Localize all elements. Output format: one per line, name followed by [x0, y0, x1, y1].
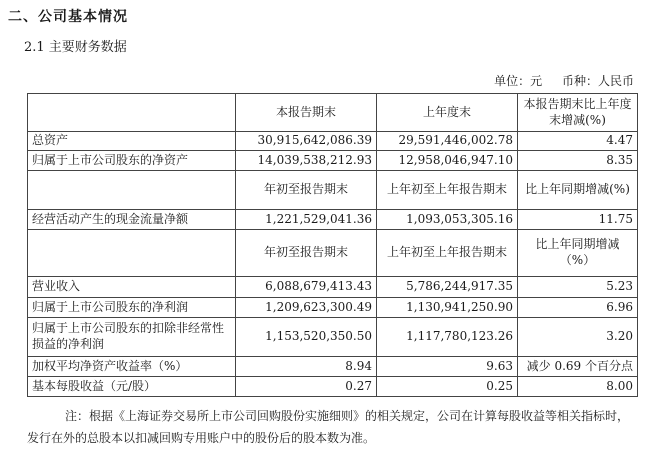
table-cell: 0.25	[377, 377, 518, 397]
table-cell: 1,209,623,300.49	[236, 298, 377, 318]
financial-data-table	[27, 93, 638, 397]
row-label: 归属于上市公司股东的净利润	[28, 298, 236, 318]
row-label: 归属于上市公司股东的净资产	[28, 151, 236, 171]
table-header-cell: 上年初至上年报告期末	[377, 171, 518, 210]
row-label: 基本每股收益（元/股）	[28, 377, 236, 397]
table-cell: 8.00	[518, 377, 638, 397]
table-cell: 1,221,529,041.36	[236, 210, 377, 230]
table-header-row	[28, 94, 638, 132]
table-row	[28, 357, 638, 377]
table-cell: 8.35	[518, 151, 638, 171]
table-row	[28, 277, 638, 298]
table-row	[28, 377, 638, 397]
table-row	[28, 298, 638, 318]
table-row	[28, 151, 638, 171]
table-header-cell: 比上年同期增减(%)	[518, 171, 638, 210]
table-cell: 1,093,053,305.16	[377, 210, 518, 230]
table-header-row	[28, 171, 638, 210]
row-label: 经营活动产生的现金流量净额	[28, 210, 236, 230]
section-title: 二、公司基本情况	[8, 9, 128, 25]
table-cell: 1,130,941,250.90	[377, 298, 518, 318]
table-cell: 8.94	[236, 357, 377, 377]
table-header-row	[28, 230, 638, 277]
row-label: 归属于上市公司股东的扣除非经常性损益的净利润	[28, 318, 236, 357]
table-cell: 30,915,642,086.39	[236, 132, 377, 151]
currency-label: 币种：人民币	[561, 74, 634, 88]
table-row	[28, 318, 638, 357]
table-cell: 6.96	[518, 298, 638, 318]
table-row	[28, 132, 638, 151]
table-cell: 1,117,780,123.26	[377, 318, 518, 357]
row-label: 总资产	[28, 132, 236, 151]
table-header-cell	[28, 230, 236, 277]
table-cell: 29,591,446,002.78	[377, 132, 518, 151]
table-cell: 9.63	[377, 357, 518, 377]
table-header-cell: 上年初至上年报告期末	[377, 230, 518, 277]
table-header-cell: 本报告期末	[236, 94, 377, 132]
table-cell: 11.75	[518, 210, 638, 230]
table-cell: 1,153,520,350.50	[236, 318, 377, 357]
table-cell: 0.27	[236, 377, 377, 397]
footnote: 注：根据《上海证券交易所上市公司回购股份实施细则》的相关规定，公司在计算每股收益等相关指标时，发行在外的总股本以扣减回购专用账户中的股份后的股本数为准。	[27, 409, 630, 445]
unit-label: 单位：元	[494, 74, 543, 88]
row-label: 营业收入	[28, 277, 236, 298]
table-row	[28, 210, 638, 230]
table-cell: 5.23	[518, 277, 638, 298]
table-cell: 减少 0.69 个百分点	[518, 357, 638, 377]
table-header-cell	[28, 171, 236, 210]
table-header-cell: 上年度末	[377, 94, 518, 132]
table-header-cell: 比上年同期增减（%）	[518, 230, 638, 277]
table-cell: 3.20	[518, 318, 638, 357]
table-header-cell: 年初至报告期末	[236, 230, 377, 277]
table-cell: 12,958,046,947.10	[377, 151, 518, 171]
table-cell: 4.47	[518, 132, 638, 151]
row-label: 加权平均净资产收益率（%）	[28, 357, 236, 377]
table-cell: 5,786,244,917.35	[377, 277, 518, 298]
table-header-cell: 年初至报告期末	[236, 171, 377, 210]
unit-line	[494, 72, 634, 89]
subsection-title: 2.1 主要财务数据	[24, 40, 127, 55]
table-cell: 14,039,538,212.93	[236, 151, 377, 171]
table-header-cell: 本报告期末比上年度末增减(%)	[518, 94, 638, 132]
table-header-cell	[28, 94, 236, 132]
table-cell: 6,088,679,413.43	[236, 277, 377, 298]
